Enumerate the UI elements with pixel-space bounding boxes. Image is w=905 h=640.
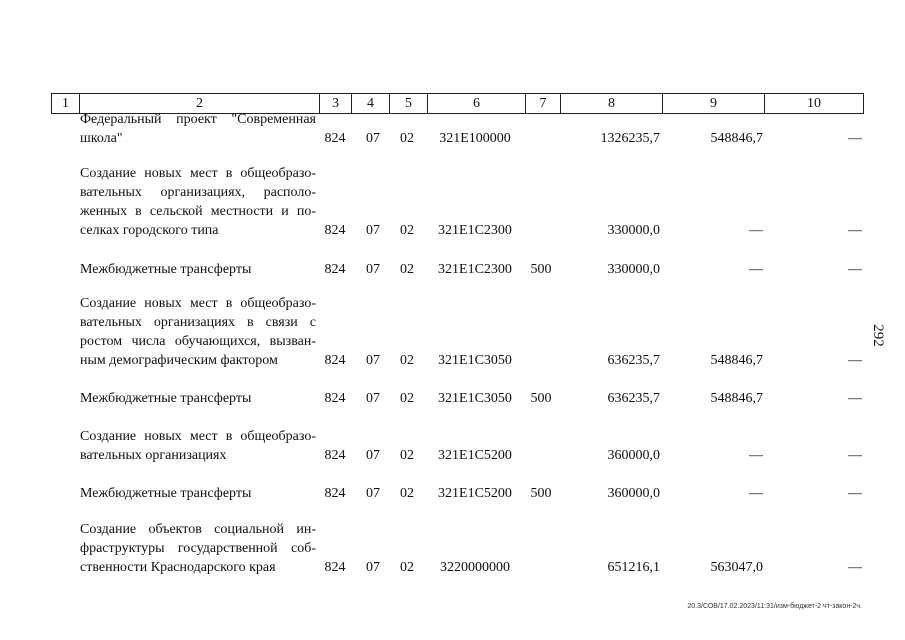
- header-col-6: 6: [428, 94, 526, 113]
- header-col-4: 4: [352, 94, 390, 113]
- header-col-2: 2: [80, 94, 320, 113]
- cell-c8: 1326235,7: [600, 131, 660, 146]
- cell-c10: —: [848, 262, 862, 277]
- cell-c6: 3220000000: [440, 560, 510, 575]
- header-col-9: 9: [663, 94, 765, 113]
- cell-c3: 824: [324, 223, 346, 238]
- header-col-7: 7: [526, 94, 561, 113]
- row-name-line: Межбюджетные трансферты: [80, 262, 252, 277]
- row-name-line: селках городского типа: [80, 223, 219, 238]
- cell-c10: —: [848, 560, 862, 575]
- page-number: 292: [869, 324, 886, 347]
- cell-c4: 07: [366, 560, 380, 575]
- cell-c10: —: [848, 223, 862, 238]
- cell-c8: 636235,7: [607, 391, 660, 406]
- cell-c9: —: [749, 486, 763, 501]
- cell-c8: 636235,7: [607, 353, 660, 368]
- cell-c6: 321E1C3050: [438, 353, 512, 368]
- cell-c5: 02: [400, 560, 414, 575]
- row-name-line: вательных организациях в связи с: [80, 315, 316, 330]
- cell-c7: 500: [530, 262, 552, 277]
- cell-c10: —: [848, 486, 862, 501]
- header-col-5: 5: [390, 94, 428, 113]
- cell-c5: 02: [400, 223, 414, 238]
- cell-c6: 321E1C2300: [438, 223, 512, 238]
- cell-c5: 02: [400, 486, 414, 501]
- cell-c4: 07: [366, 391, 380, 406]
- cell-c10: —: [848, 353, 862, 368]
- cell-c9: 548846,7: [710, 353, 763, 368]
- row-name-line: Создание новых мест в общеобразо-: [80, 296, 316, 311]
- cell-c4: 07: [366, 353, 380, 368]
- row-name-line: Федеральный проект "Современная: [80, 112, 316, 127]
- cell-c9: —: [749, 262, 763, 277]
- row-name-line: вательных организациях, располо-: [80, 185, 316, 200]
- cell-c5: 02: [400, 353, 414, 368]
- cell-c8: 360000,0: [607, 448, 660, 463]
- cell-c6: 321E1C2300: [438, 262, 512, 277]
- cell-c4: 07: [366, 262, 380, 277]
- cell-c8: 330000,0: [607, 223, 660, 238]
- cell-c8: 360000,0: [607, 486, 660, 501]
- cell-c3: 824: [324, 353, 346, 368]
- cell-c3: 824: [324, 391, 346, 406]
- cell-c7: 500: [530, 486, 552, 501]
- row-name-line: Создание новых мест в общеобразо-: [80, 166, 316, 181]
- cell-c3: 824: [324, 131, 346, 146]
- cell-c3: 824: [324, 486, 346, 501]
- cell-c5: 02: [400, 131, 414, 146]
- cell-c9: 548846,7: [710, 391, 763, 406]
- cell-c6: 321E1C3050: [438, 391, 512, 406]
- cell-c3: 824: [324, 262, 346, 277]
- cell-c10: —: [848, 448, 862, 463]
- cell-c9: 548846,7: [710, 131, 763, 146]
- cell-c8: 651216,1: [607, 560, 660, 575]
- row-name-line: ственности Краснодарского края: [80, 560, 276, 575]
- row-name-line: вательных организациях: [80, 448, 227, 463]
- cell-c9: 563047,0: [710, 560, 763, 575]
- row-name-line: школа": [80, 131, 123, 146]
- cell-c6: 321E1C5200: [438, 486, 512, 501]
- cell-c7: 500: [530, 391, 552, 406]
- cell-c10: —: [848, 131, 862, 146]
- cell-c4: 07: [366, 486, 380, 501]
- row-name-line: Межбюджетные трансферты: [80, 486, 252, 501]
- cell-c5: 02: [400, 262, 414, 277]
- row-name-line: Создание объектов социальной ин-: [80, 522, 316, 537]
- row-name-line: ным демографическим фактором: [80, 353, 278, 368]
- cell-c9: —: [749, 223, 763, 238]
- row-name-line: женных в сельской местности и по-: [80, 204, 316, 219]
- header-col-10: 10: [807, 96, 821, 111]
- cell-c10: —: [848, 391, 862, 406]
- header-col-8: 8: [561, 94, 663, 113]
- row-name-line: фраструктуры государственной соб-: [80, 541, 316, 556]
- cell-c6: 321E1C5200: [438, 448, 512, 463]
- cell-c5: 02: [400, 391, 414, 406]
- cell-c4: 07: [366, 223, 380, 238]
- cell-c5: 02: [400, 448, 414, 463]
- cell-c3: 824: [324, 448, 346, 463]
- cell-c8: 330000,0: [607, 262, 660, 277]
- cell-c4: 07: [366, 131, 380, 146]
- header-col-1: 1: [52, 94, 80, 113]
- cell-c6: 321E100000: [439, 131, 511, 146]
- footer-stamp: 20.3/СОВ/17.02.2023/11:31/изм-бюджет-2 чт-закон-2ч.: [687, 603, 862, 610]
- header-col-3: 3: [320, 94, 352, 113]
- row-name-line: Межбюджетные трансферты: [80, 391, 252, 406]
- cell-c9: —: [749, 448, 763, 463]
- cell-c4: 07: [366, 448, 380, 463]
- row-name: [80, 520, 316, 577]
- row-name-line: ростом числа обучающихся, вызван-: [80, 334, 316, 349]
- cell-c3: 824: [324, 560, 346, 575]
- row-name-line: Создание новых мест в общеобразо-: [80, 429, 316, 444]
